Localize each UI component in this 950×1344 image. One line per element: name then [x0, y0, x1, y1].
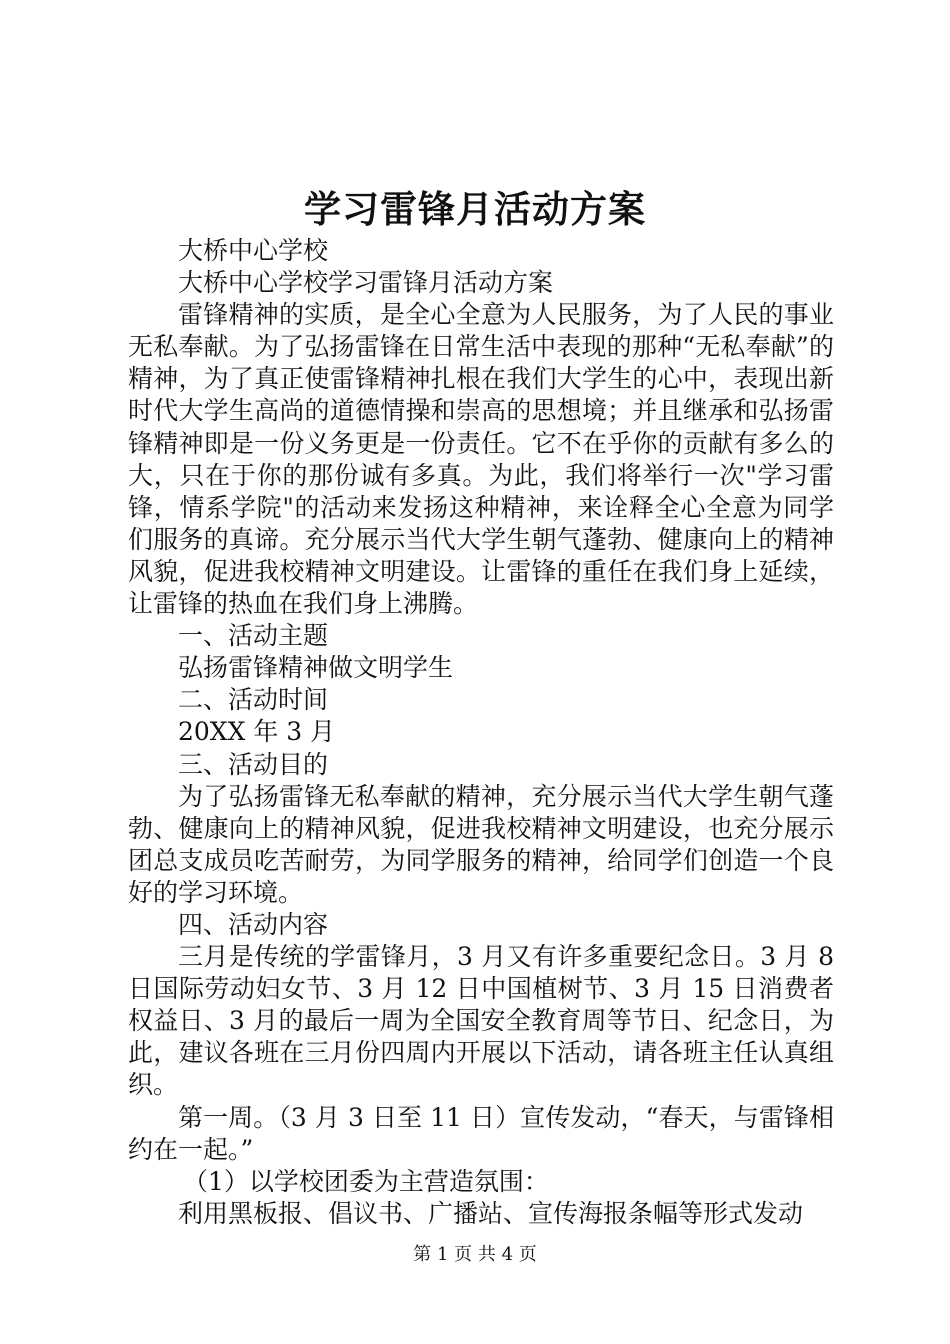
paragraph-activity-theme: 弘扬雷锋精神做文明学生	[178, 653, 454, 683]
paragraph-mobilize: 利用黑板报、倡议书、广播站、宣传海报条幅等形式发动	[178, 1198, 804, 1228]
document-body	[128, 235, 834, 1230]
heading-activity-purpose: 三、活动目的	[178, 749, 329, 779]
document-title: 学习雷锋月活动方案	[304, 187, 646, 231]
paragraph-activity-content: 三月是传统的学雷锋月，3 月又有许多重要纪念日。3 月 8 日国际劳动妇女节、3 月 12 日中国植树节、3 月 15 日消费者权益日、3 月的最后一周为全国安全教育周等节日、纪念日，为此，建议各班在三月份四周内开展以下活动，请各班主任认真组织。	[128, 942, 834, 1100]
paragraph-subtitle: 大桥中心学校学习雷锋月活动方案	[178, 268, 554, 298]
heading-activity-theme: 一、活动主题	[178, 621, 329, 651]
paragraph-item-one: （1）以学校团委为主营造氛围：	[183, 1166, 549, 1196]
paragraph-activity-purpose: 为了弘扬雷锋无私奉献的精神，充分展示当代大学生朝气蓬勃、健康向上的精神风貌，促进我校精神文明建设，也充分展示团总支成员吃苦耐劳，为同学服务的精神，给同学们创造一个良好的学习环境。	[128, 781, 834, 907]
heading-activity-content: 四、活动内容	[178, 909, 329, 939]
page-footer: 第 1 页 共 4 页	[413, 1244, 537, 1265]
heading-activity-time: 二、活动时间	[178, 685, 329, 715]
paragraph-week-one: 第一周。（3 月 3 日至 11 日）宣传发动，“春天，与雷锋相约在一起。”	[128, 1102, 834, 1164]
paragraph-activity-time: 20XX 年 3 月	[178, 717, 336, 747]
paragraph-intro: 雷锋精神的实质，是全心全意为人民服务，为了人民的事业无私奉献。为了弘扬雷锋在日常生活中表现的那种“无私奉献”的精神，为了真正使雷锋精神扎根在我们大学生的心中，表现出新时代大学生高尚的道德情操和崇高的思想境；并且继承和弘扬雷锋精神即是一份义务更是一份责任。它不在乎你的贡献有多么的大，只在于你的那份诚有多真。为此，我们将举行一次"学习雷锋，情系学院"的活动来发扬这种精神，来诠释全心全意为同学们服务的真谛。充分展示当代大学生朝气蓬勃、健康向上的精神风貌，促进我校精神文明建设。让雷锋的重任在我们身上延续，让雷锋的热血在我们身上沸腾。	[128, 300, 834, 619]
paragraph-school-name: 大桥中心学校	[178, 236, 329, 265]
